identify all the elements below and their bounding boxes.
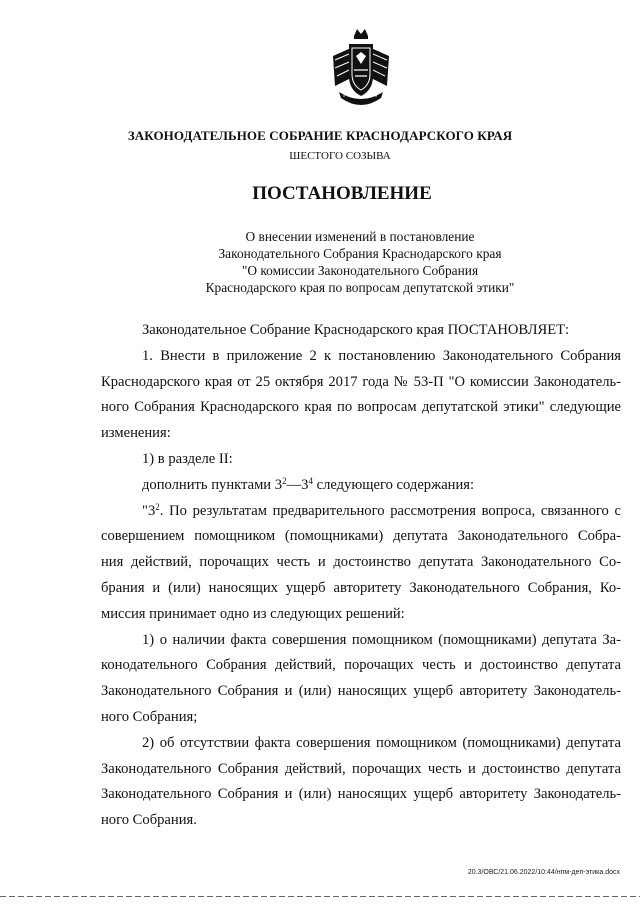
point-3-2-line: брания и (или) наносящих ущерб авторитету Законодательного Собрания, Ко- — [101, 579, 621, 596]
option-2-paragraph — [101, 731, 621, 834]
add-points-prefix: дополнить пунктами 3 — [142, 476, 283, 493]
option-2-line: ного Собрания. — [101, 812, 197, 829]
section-paragraph — [101, 447, 621, 473]
resolution-body — [101, 318, 621, 834]
option-2-line: 2) об отсутствии факта совершения помощником (помощниками) депутата — [142, 734, 621, 751]
add-points-dash: —3 — [286, 476, 309, 493]
convocation-label: ШЕСТОГО СОЗЫВА — [289, 150, 391, 162]
option-1-line: 1) о наличии факта совершения помощником (помощниками) депутата За- — [142, 631, 621, 648]
scan-edge-divider — [0, 896, 640, 897]
point-number: "3 — [142, 502, 156, 519]
subject-line: О внесении изменений в постановление — [245, 229, 475, 244]
add-points-text — [101, 473, 621, 499]
point-3-2-paragraph — [101, 499, 621, 628]
option-1-line: Законодательного Собрания и (или) наносящих ущерб авторитету Законодатель- — [101, 683, 621, 700]
point-3-2-line: миссия принимает одно из следующих решений: — [101, 605, 405, 622]
subject-line: "О комиссии Законодательного Собрания — [241, 263, 479, 278]
superscript: 2 — [282, 475, 287, 486]
coat-of-arms-emblem — [327, 26, 395, 112]
subject-line: Краснодарского края по вопросам депутатской этики" — [205, 280, 515, 295]
option-1-line: ного Собрания; — [101, 708, 198, 725]
file-reference-code: 20.3/ОВС/21.06.2022/10:44/нпм-деп-этика.docx — [467, 869, 620, 876]
point-3-2-line: ния действий, порочащих честь и достоинство депутата Законодательного Со- — [101, 554, 621, 571]
option-2-line: Законодательного Собрания действий, порочащих честь и достоинство депутата — [101, 760, 621, 777]
section-text: 1) в разделе II: — [142, 450, 233, 467]
item-1-line: 1. Внести в приложение 2 к постановлению Законодательного Собрания — [142, 347, 621, 364]
item-1-line: ного Собрания Краснодарского края по вопросам депутатской этики" следующие — [101, 399, 621, 416]
subject-line: Законодательного Собрания Краснодарского края — [218, 246, 502, 261]
add-points-paragraph — [101, 473, 621, 499]
option-2-line: Законодательного Собрания и (или) наносящих ущерб авторитету Законодатель- — [101, 786, 621, 803]
preamble-paragraph — [101, 318, 621, 344]
add-points-suffix: следующего содержания: — [312, 476, 475, 493]
document-type-heading: ПОСТАНОВЛЕНИЕ — [252, 183, 432, 204]
superscript: 4 — [308, 475, 313, 486]
point-3-2-line: совершением помощником (помощниками) депутата Законодательного Собра- — [101, 528, 621, 545]
item-1-paragraph — [101, 344, 621, 447]
option-1-line: конодательного Собрания действий, порочащих честь и достоинство депутата — [101, 657, 621, 674]
preamble-text: Законодательное Собрание Краснодарского края ПОСТАНОВЛЯЕТ: — [142, 322, 570, 338]
point-3-2-text: . По результатам предварительного рассмотрения вопроса, связанного с — [159, 502, 621, 519]
option-1-paragraph — [101, 628, 621, 731]
superscript: 2 — [155, 501, 160, 512]
item-1-line: Краснодарского края от 25 октября 2017 года № 53-П "О комиссии Законодатель- — [101, 373, 621, 390]
resolution-subject — [150, 228, 570, 296]
legislative-assembly-title: ЗАКОНОДАТЕЛЬНОЕ СОБРАНИЕ КРАСНОДАРСКОГО КРАЯ — [127, 128, 513, 143]
item-1-line: изменения: — [101, 425, 171, 442]
point-3-2-line — [101, 499, 621, 525]
